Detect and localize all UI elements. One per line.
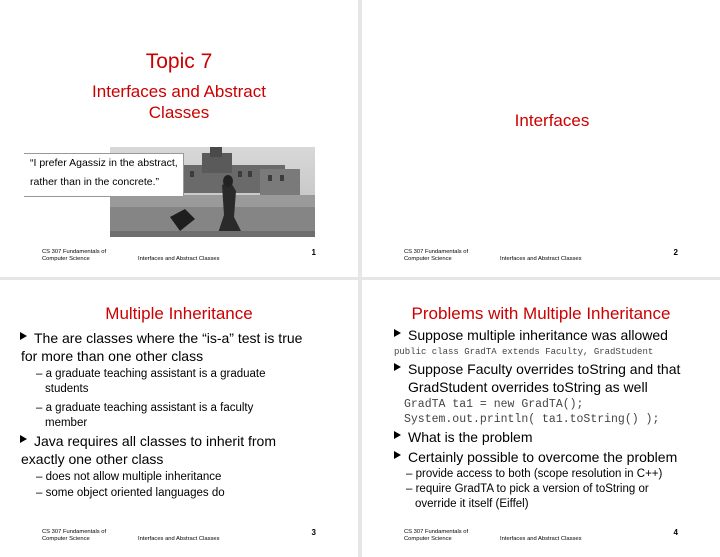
- footer-course-line1: CS 307 Fundamentals of: [404, 529, 469, 535]
- code-class-declaration: public class GradTA extends Faculty, GradStudent: [394, 347, 654, 357]
- page-number: 2: [673, 248, 678, 257]
- quote-line2: rather than in the concrete.”: [30, 176, 159, 188]
- footer-topic: Interfaces and Abstract Classes: [138, 536, 220, 542]
- bullet-icon: [394, 451, 401, 459]
- code-println: System.out.println( ta1.toString() );: [404, 413, 660, 426]
- slide3-title: Multiple Inheritance: [105, 304, 253, 323]
- bullet-is-a-test: The are classes where the “is-a” test is true for more than one other class: [21, 330, 303, 364]
- slide-2: [362, 0, 720, 277]
- slide-1: [0, 0, 358, 277]
- footer-course-line1: CS 307 Fundamentals of: [42, 249, 107, 255]
- footer-course-line1: CS 307 Fundamentals of: [42, 529, 107, 535]
- page-number: 4: [673, 528, 678, 537]
- page-number: 1: [311, 248, 316, 257]
- sub-some-languages: – some object oriented languages do: [36, 487, 225, 499]
- slide2-title: Interfaces: [514, 111, 590, 130]
- slide1-title: Topic 7: [145, 50, 213, 73]
- slide3-footer: [42, 527, 316, 547]
- slide1-footer: [42, 247, 316, 267]
- footer-course-line1: CS 307 Fundamentals of: [404, 249, 469, 255]
- bullet-overrides-tostring: Suppose Faculty overrides toString and that GradStudent overrides toString as well: [408, 360, 680, 396]
- sub-pick-version: – require GradTA to pick a version of toString or override it itself (Eiffel): [406, 483, 649, 510]
- quote-box: [24, 153, 184, 197]
- slide1-subtitle-line2: Classes: [148, 103, 210, 122]
- bullet-icon: [394, 431, 401, 439]
- footer-topic: Interfaces and Abstract Classes: [138, 256, 220, 262]
- footer-course-line2: Computer Science: [42, 256, 90, 262]
- bullet-java-inherit: Java requires all classes to inherit from exactly one other class: [21, 433, 276, 467]
- footer-course-line2: Computer Science: [42, 536, 90, 542]
- footer-topic: Interfaces and Abstract Classes: [500, 256, 582, 262]
- sub-scope-resolution: – provide access to both (scope resolution in C++): [406, 468, 663, 480]
- footer-course-line2: Computer Science: [404, 256, 452, 262]
- code-new-gradta: GradTA ta1 = new GradTA();: [404, 398, 584, 411]
- bullet-overcome: Certainly possible to overcome the problem: [408, 448, 677, 466]
- slide-3: [0, 280, 358, 557]
- footer-topic: Interfaces and Abstract Classes: [500, 536, 582, 542]
- bullet-icon: [20, 332, 27, 340]
- slide2-footer: [404, 247, 678, 267]
- sub-faculty-member: – a graduate teaching assistant is a faculty member: [36, 402, 254, 429]
- bullet-icon: [394, 363, 401, 371]
- slide1-subtitle-line1: Interfaces and Abstract: [92, 82, 266, 101]
- sub-no-multiple: – does not allow multiple inheritance: [36, 471, 222, 483]
- quote-line1: “I prefer Agassiz in the abstract,: [30, 157, 178, 169]
- bullet-icon: [394, 329, 401, 337]
- bullet-suppose-allowed: Suppose multiple inheritance was allowed: [408, 326, 668, 344]
- bullet-icon: [20, 435, 27, 443]
- page-number: 3: [311, 528, 316, 537]
- slide-4: [362, 280, 720, 557]
- sub-graduate-students: – a graduate teaching assistant is a graduate students: [36, 368, 266, 395]
- bullet-what-problem: What is the problem: [408, 428, 533, 446]
- slide4-title: Problems with Multiple Inheritance: [411, 304, 671, 323]
- slide4-footer: [404, 527, 678, 547]
- footer-course-line2: Computer Science: [404, 536, 452, 542]
